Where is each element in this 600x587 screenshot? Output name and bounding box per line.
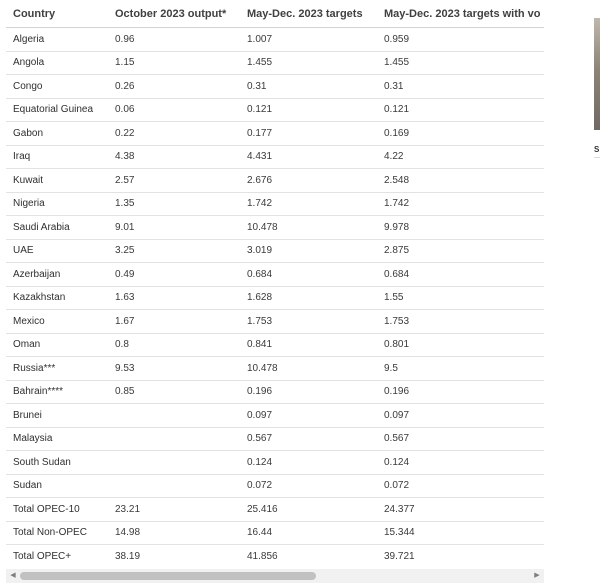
target-voluntary-cell: 0.121 [377,98,544,122]
target-cell: 3.019 [240,239,377,263]
october-output-cell: 2.57 [108,169,240,193]
opec-production-table [6,0,544,568]
target-cell: 0.31 [240,75,377,99]
october-output-cell: 0.8 [108,333,240,357]
target-voluntary-cell: 2.548 [377,169,544,193]
target-cell: 0.177 [240,122,377,146]
table-row [6,310,544,334]
october-output-cell: 0.49 [108,263,240,287]
table-row [6,263,544,287]
table-body [6,28,544,569]
target-cell: 10.478 [240,216,377,240]
target-voluntary-cell: 1.753 [377,310,544,334]
country-cell: Mexico [6,310,108,334]
october-output-cell: 14.98 [108,521,240,545]
country-cell: Saudi Arabia [6,216,108,240]
october-output-cell: 0.22 [108,122,240,146]
country-cell: Malaysia [6,427,108,451]
country-cell: Total OPEC-10 [6,498,108,522]
table-row [6,145,544,169]
target-voluntary-cell: 0.097 [377,404,544,428]
october-output-cell: 23.21 [108,498,240,522]
october-output-cell: 38.19 [108,545,240,569]
target-cell: 0.097 [240,404,377,428]
target-cell: 0.567 [240,427,377,451]
target-voluntary-cell: 0.567 [377,427,544,451]
target-cell: 1.628 [240,286,377,310]
country-cell: Brunei [6,404,108,428]
target-cell: 16.44 [240,521,377,545]
table-row [6,192,544,216]
target-voluntary-cell: 0.959 [377,28,544,52]
header-country: Country [6,0,108,28]
target-voluntary-cell: 15.344 [377,521,544,545]
target-cell: 1.742 [240,192,377,216]
target-cell: 0.124 [240,451,377,475]
table-row [6,239,544,263]
october-output-cell: 0.06 [108,98,240,122]
target-voluntary-cell: 1.742 [377,192,544,216]
target-voluntary-cell: 4.22 [377,145,544,169]
country-cell: Gabon [6,122,108,146]
table-row [6,451,544,475]
table-row [6,380,544,404]
target-voluntary-cell: 9.5 [377,357,544,381]
october-output-cell [108,404,240,428]
table-row [6,51,544,75]
country-cell: Total OPEC+ [6,545,108,569]
target-cell: 0.072 [240,474,377,498]
header-october-2023-output: October 2023 output* [108,0,240,28]
table-header-row [6,0,544,28]
target-voluntary-cell: 0.169 [377,122,544,146]
target-cell: 4.431 [240,145,377,169]
header-may-dec-2023-targets-with-voluntary-cuts: May-Dec. 2023 targets with vo [377,0,544,28]
target-cell: 41.856 [240,545,377,569]
country-cell: Oman [6,333,108,357]
table-viewport[interactable] [6,0,544,568]
target-cell: 1.753 [240,310,377,334]
october-output-cell: 1.67 [108,310,240,334]
side-card-divider [594,157,600,158]
table-row [6,357,544,381]
header-may-dec-2023-targets: May-Dec. 2023 targets [240,0,377,28]
country-cell: Azerbaijan [6,263,108,287]
table-row [6,216,544,240]
country-cell: Angola [6,51,108,75]
country-cell: Kazakhstan [6,286,108,310]
target-voluntary-cell: 0.801 [377,333,544,357]
target-voluntary-cell: 0.124 [377,451,544,475]
target-voluntary-cell: 39.721 [377,545,544,569]
october-output-cell: 0.26 [108,75,240,99]
country-cell: Nigeria [6,192,108,216]
country-cell: Total Non-OPEC [6,521,108,545]
scroll-left-arrow-icon[interactable]: ◀ [10,572,16,579]
table-row [6,286,544,310]
target-voluntary-cell: 1.55 [377,286,544,310]
table-row [6,404,544,428]
table-row [6,75,544,99]
october-output-cell: 4.38 [108,145,240,169]
scroll-right-arrow-icon[interactable]: ▶ [534,572,540,579]
october-output-cell [108,427,240,451]
country-cell: Iraq [6,145,108,169]
side-card-headline[interactable]: S [594,145,600,154]
october-output-cell: 1.15 [108,51,240,75]
target-voluntary-cell: 0.31 [377,75,544,99]
october-output-cell [108,451,240,475]
table-row [6,521,544,545]
table-row [6,498,544,522]
country-cell: UAE [6,239,108,263]
october-output-cell: 0.96 [108,28,240,52]
target-cell: 0.841 [240,333,377,357]
target-voluntary-cell: 0.196 [377,380,544,404]
target-voluntary-cell: 24.377 [377,498,544,522]
table-row [6,98,544,122]
table-row [6,545,544,569]
target-cell: 0.196 [240,380,377,404]
side-card-thumbnail[interactable] [594,18,600,130]
october-output-cell [108,474,240,498]
country-cell: Equatorial Guinea [6,98,108,122]
october-output-cell: 0.85 [108,380,240,404]
country-cell: Congo [6,75,108,99]
horizontal-scrollbar[interactable] [6,569,544,583]
october-output-cell: 9.53 [108,357,240,381]
october-output-cell: 1.63 [108,286,240,310]
table-row [6,28,544,52]
table-row [6,333,544,357]
target-cell: 10.478 [240,357,377,381]
country-cell: Sudan [6,474,108,498]
table-row [6,474,544,498]
target-cell: 0.121 [240,98,377,122]
target-cell: 1.455 [240,51,377,75]
country-cell: South Sudan [6,451,108,475]
target-voluntary-cell: 0.072 [377,474,544,498]
target-voluntary-cell: 2.875 [377,239,544,263]
table-row [6,427,544,451]
target-cell: 2.676 [240,169,377,193]
october-output-cell: 3.25 [108,239,240,263]
october-output-cell: 9.01 [108,216,240,240]
target-cell: 25.416 [240,498,377,522]
country-cell: Bahrain**** [6,380,108,404]
target-voluntary-cell: 9.978 [377,216,544,240]
target-cell: 1.007 [240,28,377,52]
target-cell: 0.684 [240,263,377,287]
target-voluntary-cell: 0.684 [377,263,544,287]
country-cell: Algeria [6,28,108,52]
october-output-cell: 1.35 [108,192,240,216]
target-voluntary-cell: 1.455 [377,51,544,75]
table-row [6,169,544,193]
scrollbar-thumb[interactable] [20,572,316,580]
table-row [6,122,544,146]
side-article-card[interactable] [594,18,600,158]
country-cell: Russia*** [6,357,108,381]
country-cell: Kuwait [6,169,108,193]
